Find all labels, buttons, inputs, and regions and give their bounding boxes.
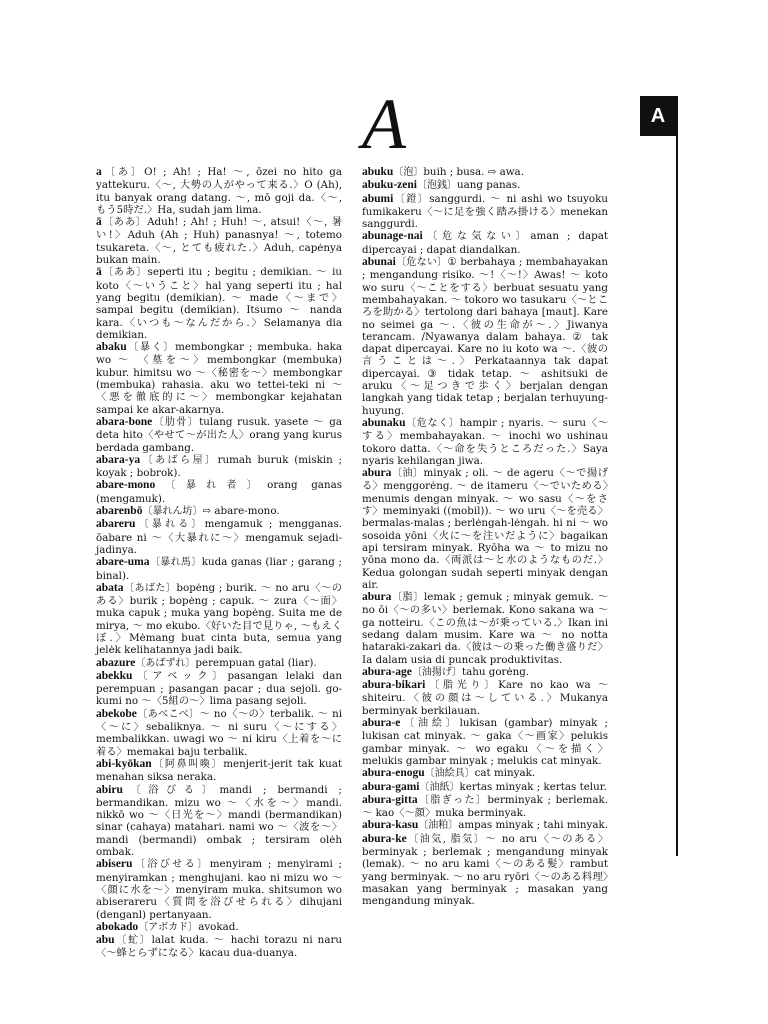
entry-kanji: 〔アボカド〕 [138,921,199,933]
dictionary-entry [96,266,342,341]
entry-definition: lemak ; gemuk ; minyak gemuk. ～ no ōi〈～の多い〉berlemak. Kono sakana wa ～ ga notteiru.〈この魚は～が乗っている.〉Ikan ini sedang dalam musim. Kare wa ～ no notta hataraki-zakari da.〈彼は～の乗った働き盛りだ〉Ia dalam usia di puncak produktivitas. [362,591,609,666]
entry-definition: perempuan gatal (liar). [195,656,317,669]
entry-kanji: 〔油絵〕 [400,718,460,730]
thumb-index-tab: A [640,96,676,136]
entry-definition: ① berbahaya ; membahayakan ; mengandung risiko. ～!〈～!〉Awas! ～ koto wo suru〈～ことをする〉berbuat sesuatu yang membahayakan. ～ tokoro wo tasukaru〈～ところを助かる〉tertolong dari bahaya [maut]. Kare no seimei ga ～.〈彼の生命が～.〉Jiwanya terancam. /Nyawanya dalam bahaya. ② tak dapat dipercayai. Kare no iu koto wa ～.〈彼の言うことは～.〉Perkataannya tak dapat dipercayai. ③ tidak tetap. ～ ashitsuki de aruku〈～足つきで歩く〉berjalan dengan langkah yang tidak tetap ; berjalan terhuyung-huyung. [362,256,608,417]
entry-headword: abura-bikari [362,679,426,692]
entry-definition: buih ; busa. ⇨ awa. [423,166,524,178]
entry-definition: O! ; Ah! ; Ha! ～, ōzei no hito ga yattekuru.〈～, 大勢の人がやって来る.〉O (Ah), itu banyak orang datang. ～, mō goji da.〈～, もう5時だ.〉Ha, sudah jam lima. [96,166,343,216]
entry-kanji: 〔あばた〕 [123,582,177,594]
entry-kanji: 〔浴びせる〕 [132,859,210,871]
entry-headword: abuku-zeni [362,179,417,192]
entry-headword: abara-ya [96,453,141,466]
entry-definition: Aduh! ; Ah! ; Huh! ～, atsui!〈～, 暑い!〉Aduh (Ah ; Huh) panasnya! ～, totemo tsukareta.〈～, とても疲れた.〉Aduh, capėnya bukan main. [96,216,342,267]
entry-headword: abura-e [362,717,401,730]
entry-kanji: 〔阿鼻叫喚〕 [151,758,224,770]
entry-definition: sanggurdi. ～ ni ashi wo tsuyoku fumikakeru〈～に足を強く踏み掛ける〉menekan sanggurdi. [362,192,609,231]
right-column [362,166,608,908]
dictionary-entry [96,518,342,556]
dictionary-entry [362,166,608,179]
entry-definition: membongkar ; membuka. haka wo ～ 〈墓を～〉membongkar (membuka) kubur. himitsu wo ～〈秘密を～〉membongkar (membuka) rahasia. aku wo tettei-teki ni ～〈悪を徹底的に～〉membongkar kejahatan sampai ke akar-akarnya. [96,341,343,416]
entry-headword: abokado [96,920,139,933]
dictionary-entry [96,341,342,416]
entry-headword: abare-mono [96,479,156,492]
dictionary-entry [362,679,608,717]
entry-definition: tulang rusuk. yasete ～ ga deta hito〈やせて～が出た人〉orang yang kurus berdada gambang. [96,415,343,454]
entry-kanji: 〔虻〕 [114,935,152,947]
entry-definition: cat minyak. [474,767,536,780]
entry-headword: abi-kyōkan [96,757,152,770]
entry-definition: minyak ; oli. ～ de ageru〈～で揚げる〉menggorėng. ～ de itameru〈～でいためる〉menumis dengan minyak. ～ wo sasu〈～をさす〉meminyaki ((mobil)). ～ wo uru〈～を売る〉bermalas-malas ; berlėngah-lėngah. hi ni ～ wo sosoida yōni〈火に～を注いだように〉bagaikan api tersiram minyak. Ryōha wa ～ to mizu no yōna mono da.〈両派は～と水のようなものだ.〉Kedua golongan sudah seperti minyak dengan air. [362,467,608,591]
entry-definition: orang ganas (mengamuk). [96,479,343,505]
margin-rule [676,96,678,856]
entry-headword: abumi [362,192,394,205]
entry-kanji: 〔暴れん坊〕 [142,506,203,518]
entry-definition: ampas minyak ; tahi minyak. [458,819,608,832]
entry-definition: lukisan (gambar) minyak ; lukisan cat minyak. ～ gaka〈～画家〉pelukis gambar minyak. ～ wo egaku〈～を描く〉melukis gambar minyak ; melukis cat minyak. [362,717,609,767]
dictionary-entry [96,166,342,216]
entry-definition: menjerit-jerit tak kuat menahan siksa neraka. [96,757,342,784]
entry-definition: seperti itu ; begitu ; demikian. ～ iu koto〈～いうこと〉hal yang seperti itu ; hal yang begitu (demikian). ～ made〈～まで〉sampai begitu (demikian). Itsumo ～ nanda kara.〈いつも～なんだから.〉Selamanya dia demikian. [96,266,342,341]
section-letter: A [362,84,406,164]
entry-kanji: 〔あ〕 [101,167,145,178]
entry-definition: hampir ; nyaris. ～ suru〈～する〉membahayakan. ～ inochi wo ushinau tokoro datta.〈～命を失うところだった.〉Saya nyaris kehilangan jiwa. [362,416,609,467]
entry-definition: ～ no〈～の〉terbalik. ～ ni〈～に〉sebaliknya. ～ ni suru〈～にする〉membalikkan. uwagi wo ～ ni kiru〈上着を～に着る〉memakai baju terbalik. [96,707,342,758]
entry-headword: abata [96,581,124,594]
entry-definition: pasangan lelaki dan perempuan ; pasangan pacar ; dua sejoli. go-kumi no ～〈5組の～〉lima pasang sejoli. [96,669,342,708]
entry-kanji: 〔暴れ馬〕 [149,557,202,569]
dictionary-entry [362,666,608,679]
entry-definition: uang panas. [456,179,521,192]
entry-kanji: 〔油〕 [391,468,424,480]
entry-headword: a [96,166,102,178]
dictionary-entry [96,657,342,670]
entry-headword: ā [96,266,102,279]
entry-definition: aman ; dapat dipercayai ; dapat diandalkan. [362,230,608,256]
entry-kanji: 〔油絵具〕 [424,768,475,780]
dictionary-entry [362,767,608,780]
entry-headword: abiru [96,783,123,796]
dictionary-entry [96,921,342,934]
dictionary-entry [362,230,608,256]
entry-definition: ～ no aru〈～のある〉berminyak ; berlemak ; mengandung minyak (lemak). ～ no aru kami〈～のある髪〉rambut yang berminyak. ～ no aru ryōri〈～のある料理〉masakan yang berminyak ; masakan yang mengandung minyak. [362,832,608,908]
entry-headword: abura-gami [362,780,420,793]
dictionary-entry [96,416,342,454]
entry-headword: abura-ke [362,832,407,845]
entry-definition: bopėng ; burik. ～ no aru〈～のある〉burik ; bopėng ; capuk. ～ zura〈～面〉muka capuk ; muka yang bopėng. Suita me de mirya, ～ mo ekubo.〈好いた目で見りゃ, ～もえくぼ.〉Mėmang buat cinta buta, semua yang jelėk kelihatannya jadi baik. [96,581,343,657]
entry-headword: abekobe [96,707,137,720]
entry-kanji: 〔油揚げ〕 [411,666,462,678]
entry-headword: abara-bone [96,415,153,428]
entry-headword: abiseru [96,858,133,871]
dictionary-entry [362,193,608,231]
entry-kanji: 〔肋骨〕 [152,416,200,428]
entry-headword: abura [362,467,392,480]
entry-kanji: 〔危ない〕 [395,257,448,269]
left-column [96,166,342,960]
entry-definition: mengamuk ; mengganas. ōabare ni ～〈大暴れに～〉mengamuk sejadi-jadinya. [96,518,342,556]
entry-definition: rumah buruk (miskin ; koyak ; bobrok). [96,453,343,480]
entry-kanji: 〔あべこべ〕 [136,708,200,720]
entry-headword: ā [96,216,102,229]
dictionary-entry [96,582,342,657]
entry-headword: abura [362,591,392,604]
entry-kanji: 〔泡銭〕 [416,180,457,192]
entry-kanji: 〔アベック〕 [132,670,228,682]
entry-kanji: 〔暴く〕 [126,342,176,354]
entry-headword: abu [96,934,115,947]
entry-kanji: 〔あばずれ〕 [135,657,196,669]
dictionary-entry [96,454,342,480]
entry-definition: tahu gorėng. [461,665,530,678]
entry-headword: abura-kasu [362,819,419,832]
entry-kanji: 〔危なく〕 [405,417,460,429]
entry-kanji: 〔ああ〕 [101,267,148,279]
entry-kanji: 〔危な気ない〕 [422,231,531,243]
entry-kanji: 〔暴れる〕 [135,519,205,531]
entry-kanji: 〔あばら屋〕 [140,454,218,466]
entry-kanji: 〔油紙〕 [419,781,460,793]
entry-definition: kuda ganas (liar ; garang ; binal). [96,556,343,582]
dictionary-entry [362,256,608,417]
dictionary-entry [96,479,342,505]
dictionary-entry [96,556,342,582]
entry-definition: ⇨ abare-mono. [202,505,280,518]
entry-headword: abura-age [362,665,412,678]
dictionary-entry [362,417,608,467]
dictionary-entry [362,794,608,820]
dictionary-entry [362,591,608,666]
entry-definition: berminyak ; berlemak. ～ kao〈～顔〉muka berminyak. [362,793,609,820]
dictionary-entry [96,670,342,708]
entry-definition: menyiram ; menyirami ; menyiramkan ; menghujani. kao ni mizu wo ～〈顔に水を～〉menyiram muka. shitsumon wo abiserareru〈質問を浴びせられる〉dihujani (denganl) pertanyaan. [96,858,343,921]
entry-headword: abura-gitta [362,793,418,806]
dictionary-entry [96,758,342,784]
dictionary-entry [96,505,342,518]
dictionary-entry [96,216,342,266]
entry-kanji: 〔鐙〕 [393,193,430,205]
entry-kanji: 〔ああ〕 [101,217,148,229]
entry-headword: abuku [362,166,394,178]
entry-kanji: 〔脂〕 [391,592,424,604]
dictionary-entry [362,179,608,192]
entry-definition: mandi ; bermandi ; bermandikan. mizu wo ～〈水を～〉mandi. nikkō wo ～〈日光を～〉mandi (bermandikan) sinar (cahaya) matahari. nami wo ～〈波を～〉mandi (bermandi) ombak ; tersiram olėh ombak. [96,783,343,859]
entry-kanji: 〔脂ぎった〕 [417,794,488,806]
entry-definition: avokad. [198,920,239,933]
entry-headword: abunai [362,256,396,269]
entry-headword: abunaku [362,416,406,429]
dictionary-entry [362,781,608,794]
entry-kanji: 〔脂光り〕 [425,680,499,692]
entry-headword: abazure [96,656,136,669]
dictionary-entry [96,784,342,859]
entry-headword: abunage-nai [362,230,423,243]
dictionary-entry [96,858,342,920]
entry-definition: kertas minyak ; kertas telur. [459,780,607,793]
entry-headword: abare-uma [96,556,150,569]
dictionary-entry [362,717,608,767]
entry-headword: abekku [96,669,133,682]
entry-kanji: 〔油気, 脂気〕 [406,833,486,845]
entry-kanji: 〔油粕〕 [418,820,459,832]
dictionary-entry [362,467,608,591]
entry-headword: abarenbō [96,505,143,518]
dictionary-entry [96,708,342,758]
dictionary-entry [362,833,608,908]
entry-headword: abareru [96,518,136,531]
entry-kanji: 〔泡〕 [393,167,424,178]
dictionary-entry [96,934,342,960]
dictionary-entry [362,819,608,832]
entry-definition: Kare no kao wa ～ shiteiru.〈彼の顔は～している.〉Mukanya berminyak berkilauan. [362,679,608,717]
entry-kanji: 〔浴びる〕 [122,784,220,796]
entry-headword: abaku [96,341,127,354]
entry-definition: lalat kuda. ～ hachi torazu ni naru 〈～蜂とらずになる〉kacau dua-duanya. [96,934,343,960]
entry-headword: abura-enogu [362,767,425,780]
entry-kanji: 〔暴れ者〕 [155,480,268,492]
